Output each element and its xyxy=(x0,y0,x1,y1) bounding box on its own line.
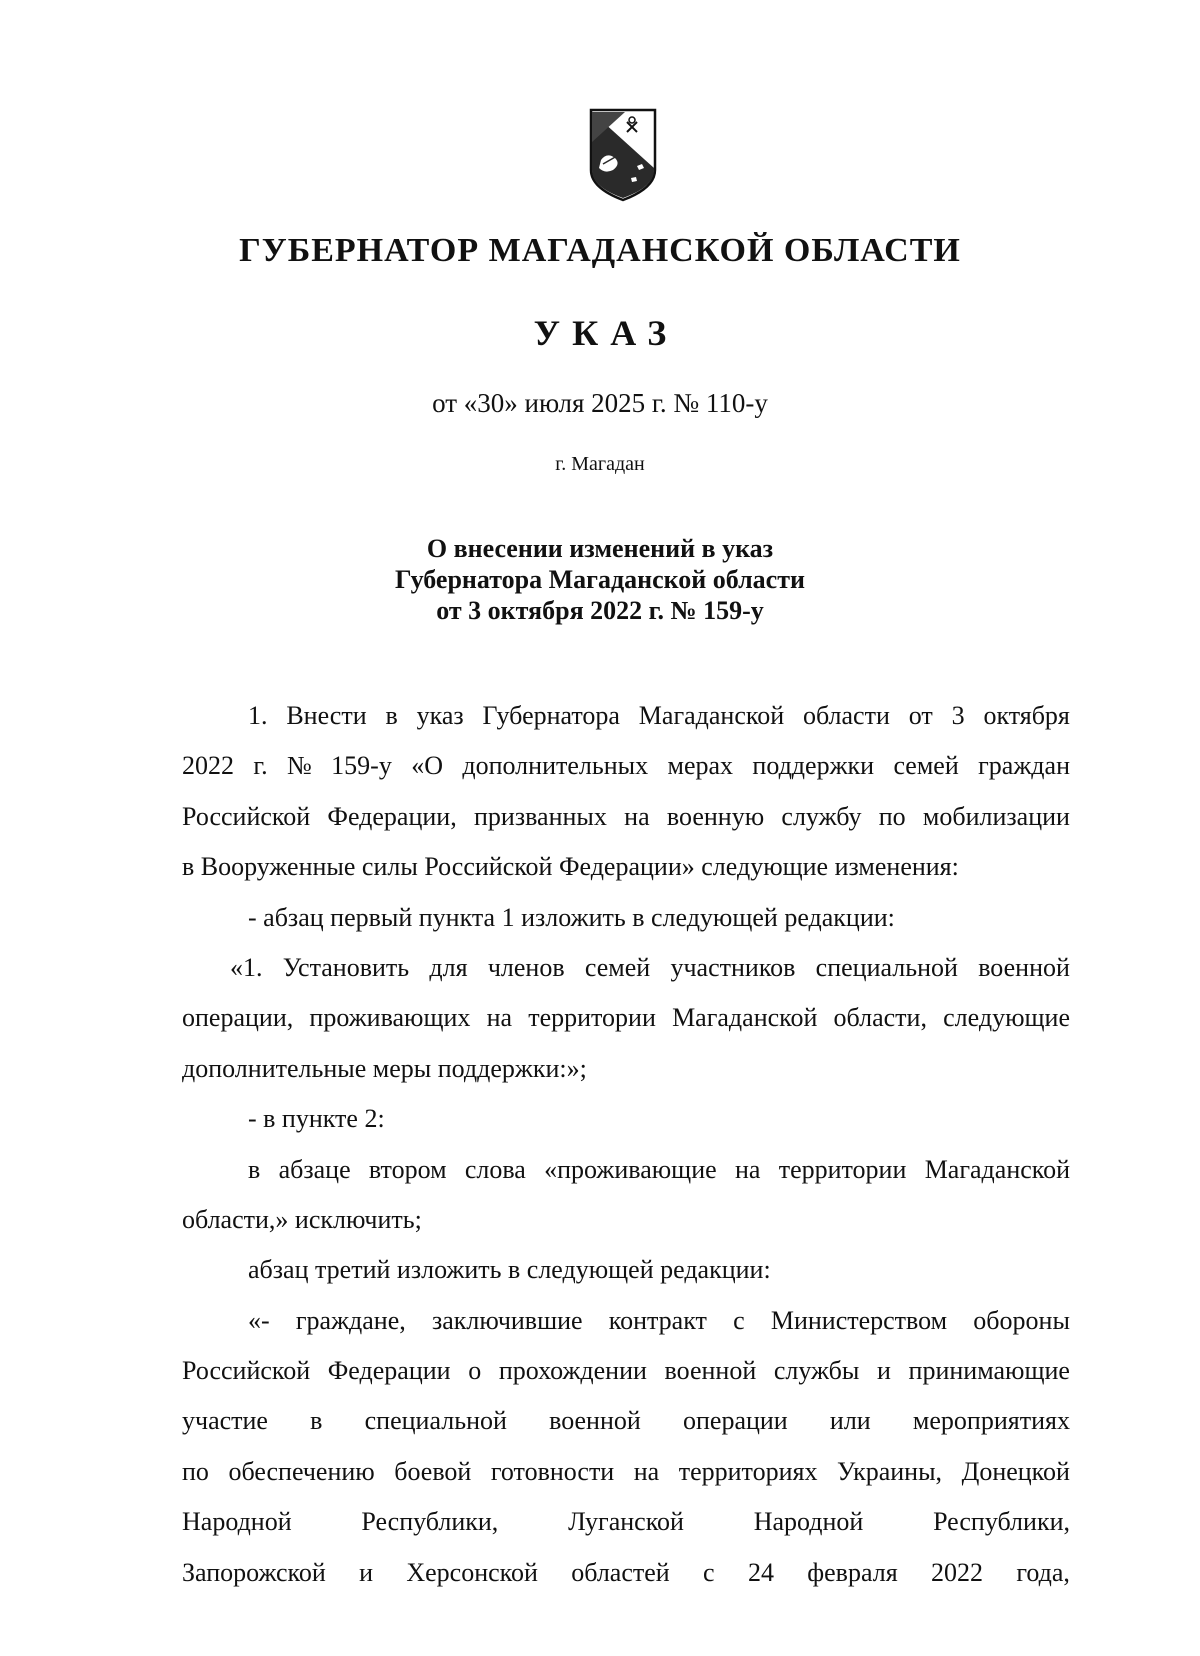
body-text-line xyxy=(182,1000,1070,1050)
document-title-line: Губернатора Магаданской области xyxy=(395,565,805,594)
body-word: в xyxy=(248,1154,261,1184)
body-word: Федерации, xyxy=(327,801,457,831)
document-title xyxy=(0,533,1200,626)
body-text-line: - абзац первый пункта 1 изложить в следующей редакции: xyxy=(248,902,895,932)
body-word: области, xyxy=(833,1003,927,1033)
body-text-line: - в пункте 2: xyxy=(248,1104,385,1134)
body-word: области xyxy=(802,701,890,730)
body-word: Российской xyxy=(182,801,311,831)
body-word: или xyxy=(829,1406,871,1436)
body-word: готовности xyxy=(490,1456,615,1486)
body-word: специальной xyxy=(815,952,958,982)
body-word: следующие xyxy=(943,1003,1070,1033)
body-word: «О xyxy=(411,751,443,781)
body-word: семей xyxy=(584,952,651,982)
body-text-line xyxy=(182,1303,1070,1353)
body-text-line: дополнительные меры поддержки:»; xyxy=(182,1053,587,1083)
body-word: Внести xyxy=(286,701,367,730)
body-word: «проживающие xyxy=(544,1154,717,1184)
body-word: обеспечению xyxy=(228,1456,375,1486)
body-word: принимающие xyxy=(908,1356,1070,1386)
body-word: 159-у xyxy=(331,751,392,781)
body-word: о xyxy=(468,1356,482,1386)
body-word: и xyxy=(359,1557,374,1587)
body-word: Магаданской xyxy=(924,1154,1070,1184)
body-word: Министерством xyxy=(770,1305,948,1335)
body-word: г. xyxy=(253,751,268,781)
document-date-number: от «30» июля 2025 г. № 110-у xyxy=(432,388,768,418)
body-word: участие xyxy=(182,1406,268,1436)
coat-of-arms-icon xyxy=(587,108,659,203)
body-word: «- xyxy=(248,1305,270,1335)
body-word: Народной xyxy=(182,1507,292,1537)
body-word: операции, xyxy=(182,1003,294,1033)
body-text-line xyxy=(182,799,1070,849)
body-text-line xyxy=(182,1152,1070,1202)
body-word: граждане, xyxy=(295,1305,406,1335)
body-word: № xyxy=(286,751,312,781)
body-word: проживающих xyxy=(309,1003,471,1033)
body-text-line xyxy=(182,1353,1070,1403)
body-word: Луганской xyxy=(568,1507,684,1537)
body-word: Республики, xyxy=(361,1507,499,1537)
body-word: 1. xyxy=(248,701,268,730)
body-word: специальной xyxy=(364,1406,507,1436)
body-word: 3 xyxy=(951,701,965,730)
document-type-heading: УКАЗ xyxy=(533,313,679,353)
body-word: Магаданской xyxy=(638,701,785,730)
body-word: Украины, xyxy=(836,1456,943,1486)
body-word: мерах xyxy=(667,751,734,781)
body-word: участников xyxy=(670,952,796,982)
body-word: и xyxy=(877,1356,891,1386)
body-word: военную xyxy=(666,801,765,831)
body-text-line xyxy=(182,698,1070,748)
body-word: семей xyxy=(893,751,959,781)
body-word: мобилизации xyxy=(922,801,1070,831)
body-word: для xyxy=(429,952,468,982)
body-word: контракт xyxy=(608,1305,707,1335)
body-word: с xyxy=(703,1557,715,1587)
body-word: Донецкой xyxy=(961,1456,1070,1486)
body-word: на xyxy=(624,801,650,831)
body-word: втором xyxy=(368,1154,447,1184)
body-word: территориях xyxy=(678,1456,818,1486)
body-word: заключившие xyxy=(431,1305,583,1335)
coat-of-arms-emblem xyxy=(587,108,659,203)
document-title-line: О внесении изменений в указ xyxy=(426,534,774,563)
body-word: прохождении xyxy=(498,1356,647,1386)
body-word: слова xyxy=(464,1154,526,1184)
body-word: Магаданской xyxy=(672,1003,818,1033)
body-text-line: абзац третий изложить в следующей редакции: xyxy=(248,1255,771,1285)
body-word: года, xyxy=(1016,1557,1070,1587)
body-word: Республики, xyxy=(933,1507,1070,1537)
body-word: по xyxy=(878,801,906,831)
body-text-line xyxy=(182,748,1070,798)
body-word: в xyxy=(310,1406,323,1436)
body-word: операции xyxy=(682,1406,788,1436)
body-text-line: области,» исключить; xyxy=(182,1204,422,1234)
document-title-line: от 3 октября 2022 г. № 159-у xyxy=(436,596,764,625)
body-word: призванных xyxy=(474,801,607,831)
body-word: на xyxy=(633,1456,660,1486)
body-word: службы xyxy=(773,1356,860,1386)
body-word: февраля xyxy=(807,1557,898,1587)
body-text-line xyxy=(182,1504,1070,1554)
body-word: военной xyxy=(978,952,1070,982)
body-word: 24 xyxy=(747,1557,774,1587)
body-word: службу xyxy=(781,801,862,831)
body-word: Народной xyxy=(753,1507,864,1537)
body-text-line: в Вооруженные силы Российской Федерации» следующие изменения: xyxy=(182,852,959,882)
body-word: по xyxy=(182,1456,209,1486)
body-text-line xyxy=(182,950,1070,1000)
body-word: Херсонской xyxy=(406,1557,538,1587)
body-word: Установить xyxy=(282,952,410,982)
body-word: поддержки xyxy=(752,751,875,781)
body-word: октября xyxy=(983,701,1070,730)
body-word: абзаце xyxy=(278,1154,351,1184)
body-word: на xyxy=(734,1154,761,1184)
authority-heading: ГУБЕРНАТОР МАГАДАНСКОЙ ОБЛАСТИ xyxy=(239,232,961,269)
body-word: 2022 xyxy=(182,751,234,781)
body-word: указ xyxy=(416,701,464,730)
body-word: «1. xyxy=(230,952,263,982)
body-word: мероприятиях xyxy=(912,1406,1070,1436)
body-word: военной xyxy=(549,1406,641,1436)
body-word: обороны xyxy=(973,1305,1070,1335)
body-word: Губернатора xyxy=(482,701,620,730)
body-word: Запорожской xyxy=(182,1557,326,1587)
body-word: на xyxy=(486,1003,513,1033)
body-word: 2022 xyxy=(931,1557,983,1587)
body-text-line xyxy=(182,1555,1070,1605)
body-word: Федерации xyxy=(327,1356,451,1386)
body-word: областей xyxy=(571,1557,670,1587)
body-word: территории xyxy=(528,1003,656,1033)
document-body xyxy=(182,698,1070,1605)
body-text-line xyxy=(182,1403,1070,1453)
body-word: территории xyxy=(778,1154,907,1184)
body-word: Российской xyxy=(182,1356,311,1386)
body-word: членов xyxy=(487,952,565,982)
body-text-line xyxy=(182,1454,1070,1504)
body-word: от xyxy=(908,701,933,730)
body-word: военной xyxy=(664,1356,757,1386)
body-word: дополнительных xyxy=(462,751,649,781)
body-word: с xyxy=(733,1305,745,1335)
body-word: в xyxy=(385,701,398,730)
body-word: граждан xyxy=(978,751,1070,781)
body-word: боевой xyxy=(394,1456,472,1486)
document-city: г. Магадан xyxy=(555,453,645,475)
